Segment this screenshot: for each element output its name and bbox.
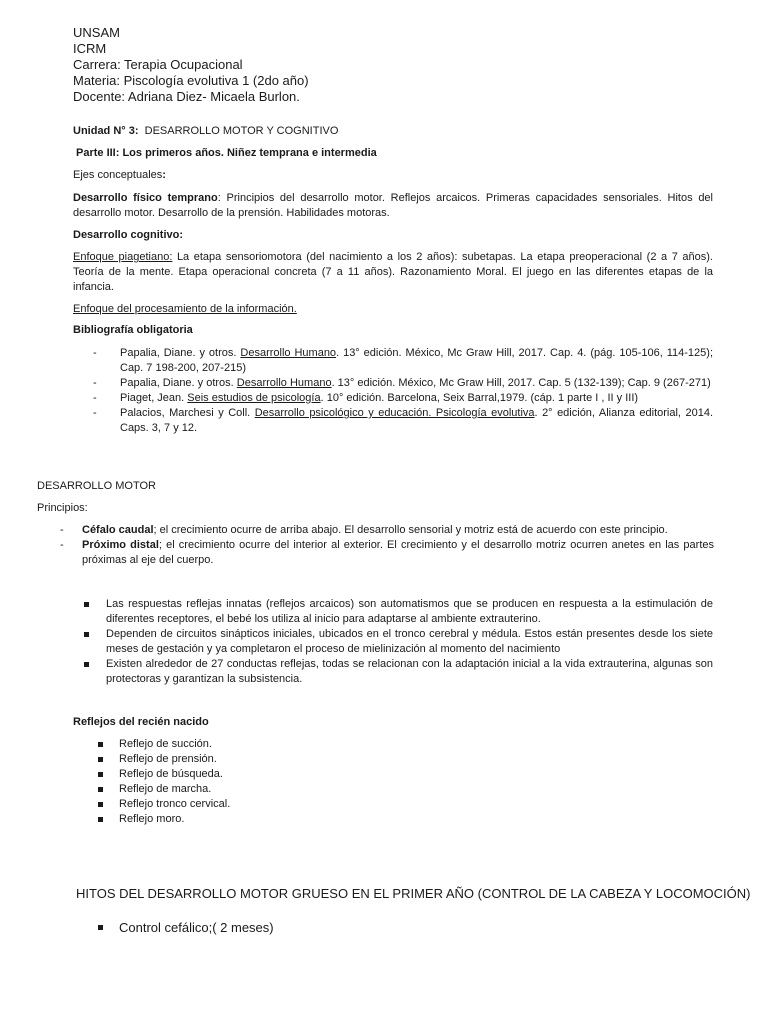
cognitive-heading: Desarrollo cognitivo: xyxy=(73,229,184,241)
book-title: Desarrollo Humano xyxy=(240,347,337,359)
piagetian-text: La etapa sensoriomotora (del nacimiento a los 2 años): subetapas. La etapa preoperacional (2 a 7 años). Teoría de la mente. Etapa operacional concreta (7 a 11 años). Razonamiento Moral. El juego en las diferentes etapas de la infancia. xyxy=(73,251,713,293)
list-item: Control cefálico;( 2 meses) xyxy=(98,919,498,936)
header-university: UNSAM xyxy=(73,25,120,40)
list-dash: - xyxy=(93,377,97,389)
book-title: Desarrollo psicológico y educación. Psicología evolutiva xyxy=(254,407,535,419)
physical-development-label: Desarrollo físico temprano xyxy=(73,192,218,204)
physical-development-paragraph xyxy=(73,191,713,221)
square-bullet-icon xyxy=(98,757,103,762)
bibliography-item: - Palacios, Marchesi y Coll. Desarrollo psicológico y educación. Psicología evolutiva. 2° edición, Alianza editorial, 2014. Caps. 3, 7 y 12. xyxy=(93,407,714,434)
square-bullet-icon xyxy=(98,742,103,747)
newborn-reflexes-heading: Reflejos del recién nacido xyxy=(73,716,209,728)
ejes-label: Ejes conceptuales xyxy=(73,169,163,181)
square-bullet-icon xyxy=(84,662,89,667)
bibliography-heading: Bibliografía obligatoria xyxy=(73,324,193,336)
bibliography-item: - Piaget, Jean. Seis estudios de psicología. 10° edición. Barcelona, Seix Barral,1979. (cáp. 1 parte I , II y III) xyxy=(93,392,639,404)
book-title: Seis estudios de psicología xyxy=(187,392,321,404)
square-bullet-icon xyxy=(84,602,89,607)
piagetian-paragraph xyxy=(73,250,713,295)
list-dash: - xyxy=(60,539,64,551)
principle-term: Próximo distal xyxy=(82,539,159,551)
milestones-list xyxy=(98,919,498,936)
principle-item: - Céfalo caudal; el crecimiento ocurre de arriba abajo. El desarrollo sensorial y motriz está de acuerdo con este principio. xyxy=(60,524,668,536)
unit-label: Unidad N° 3: xyxy=(73,125,139,137)
list-item: Reflejo tronco cervical. xyxy=(98,797,398,812)
list-item: Reflejo de succión. xyxy=(98,737,398,752)
list-dash: - xyxy=(60,524,64,536)
list-item: Reflejo de marcha. xyxy=(98,782,398,797)
list-item: Reflejo moro. xyxy=(98,812,398,827)
square-bullet-icon xyxy=(98,787,103,792)
book-title: Desarrollo Humano xyxy=(236,377,332,389)
bibliography-list xyxy=(93,346,713,436)
square-bullet-icon xyxy=(98,817,103,822)
header-teachers: Docente: Adriana Diez- Micaela Burlon. xyxy=(73,89,300,104)
bibliography-item: - Papalia, Diane. y otros. Desarrollo Humano. 13° edición. México, Mc Graw Hill, 2017. Cap. 5 (132-139); Cap. 9 (267-271) xyxy=(93,377,711,389)
principles-label: Principios: xyxy=(37,502,88,514)
square-bullet-icon xyxy=(84,632,89,637)
square-bullet-icon xyxy=(98,925,103,930)
reflex-response-list xyxy=(84,597,713,687)
milestones-heading: HITOS DEL DESARROLLO MOTOR GRUESO EN EL PRIMER AÑO (CONTROL DE LA CABEZA Y LOCOMOCIÓN) xyxy=(76,886,751,901)
list-dash: - xyxy=(93,392,97,404)
list-dash: - xyxy=(93,347,97,359)
course-header xyxy=(73,25,309,105)
part-title: Parte III: Los primeros años. Niñez temprana e intermedia xyxy=(76,147,377,159)
list-item: Reflejo de prensión. xyxy=(98,752,398,767)
principle-term: Céfalo caudal xyxy=(82,524,154,536)
unit-title xyxy=(73,124,338,139)
list-item: Dependen de circuitos sinápticos iniciales, ubicados en el tronco cerebral y médula. Estos están presentes desde los siete meses de gestación y ya completaron el proceso de mielinización al momento del nacimiento xyxy=(84,627,713,657)
newborn-reflexes-list xyxy=(98,737,398,827)
ejes-heading xyxy=(73,168,166,183)
header-career: Carrera: Terapia Ocupacional xyxy=(73,57,243,72)
piagetian-label: Enfoque piagetiano: xyxy=(73,251,173,263)
principles-list xyxy=(60,523,714,568)
square-bullet-icon xyxy=(98,772,103,777)
physical-development-text: : Principios del desarrollo motor. Reflejos arcaicos. Primeras capacidades sensoriales. Hitos del desarrollo motor. Desarrollo de la prensión. Habilidades motoras. xyxy=(73,192,713,219)
motor-development-heading: DESARROLLO MOTOR xyxy=(37,480,156,492)
list-item: Las respuestas reflejas innatas (reflejos arcaicos) son automatismos que se producen en respuesta a la estimulación de diferentes receptores, el bebé los utiliza al inicio para adaptarse al ambiente extrauterino. xyxy=(84,597,713,627)
list-item: Reflejo de búsqueda. xyxy=(98,767,398,782)
bibliography-item: - Papalia, Diane. y otros. Desarrollo Humano. 13° edición. México, Mc Graw Hill, 2017. Cap. 4. (pág. 105-106, 114-125); Cap. 7 198-200, 207-215) xyxy=(93,347,713,374)
list-dash: - xyxy=(93,407,97,419)
header-subject: Materia: Piscología evolutiva 1 (2do año) xyxy=(73,73,309,88)
principle-item: - Próximo distal; el crecimiento ocurre del interior al exterior. El crecimiento y el desarrollo motriz ocurren anetes en las partes próximas al eje del cuerpo. xyxy=(60,539,715,566)
unit-name: DESARROLLO MOTOR Y COGNITIVO xyxy=(144,125,339,137)
square-bullet-icon xyxy=(98,802,103,807)
information-processing-heading: Enfoque del procesamiento de la información. xyxy=(73,303,297,315)
header-institute: ICRM xyxy=(73,41,107,56)
ejes-colon: : xyxy=(162,169,166,181)
list-item: Existen alrededor de 27 conductas reflejas, todas se relacionan con la adaptación inicial a la vida extrauterina, algunas son protectoras y garantizan la subsistencia. xyxy=(84,657,713,687)
